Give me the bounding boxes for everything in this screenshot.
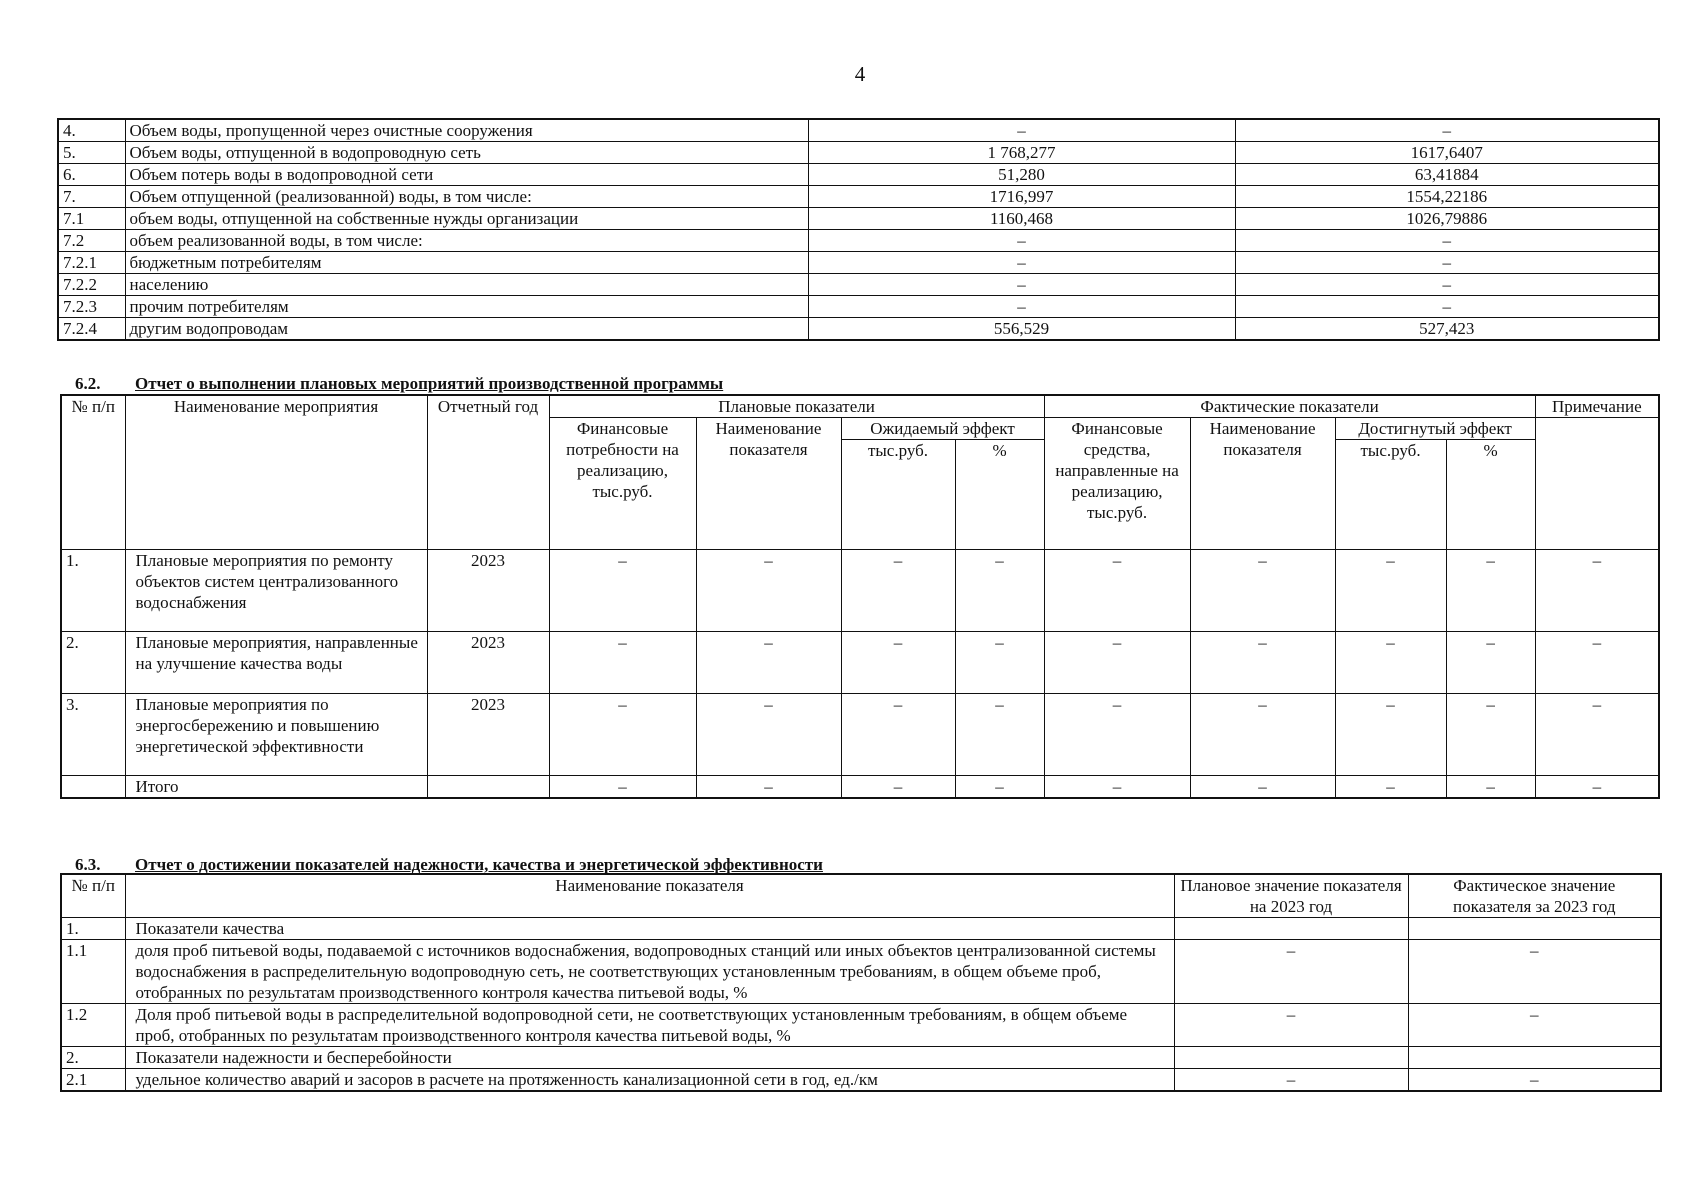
row-name: объем воды, отпущенной на собственные нужды организации	[125, 208, 808, 230]
row-cell: –	[549, 550, 696, 632]
table-row	[61, 1004, 1661, 1047]
header-indicator-name: Наименование показателя	[125, 874, 1174, 918]
row-num: 7.2.4	[58, 318, 125, 341]
total-num-empty	[61, 776, 125, 799]
row-num: 1.1	[61, 940, 125, 1004]
water-volume-table	[57, 118, 1660, 341]
row-name: доля проб питьевой воды, подаваемой с источников водоснабжения, водопроводных станций или иных объектов централизованной системы водоснабжения в распределительную водопроводную сеть, не соответствующих установленным требованиям, в общем объеме проб, отобранных по результатам производственного контроля качества питьевой воды, %	[125, 940, 1174, 1004]
header-fact-value: Фактическое значение показателя за 2023 год	[1408, 874, 1661, 918]
table-row	[61, 1069, 1661, 1092]
header-year: Отчетный год	[427, 395, 549, 550]
row-name: Плановые мероприятия по ремонту объектов систем централизованного водоснабжения	[125, 550, 427, 632]
row-name: Плановые мероприятия по энергосбережению и повышению энергетической эффективности	[125, 694, 427, 776]
row-cell: –	[841, 694, 955, 776]
row-name: удельное количество аварий и засоров в расчете на протяженность канализационной сети в год, ед./км	[125, 1069, 1174, 1092]
total-cell: –	[841, 776, 955, 799]
table-row	[61, 1047, 1661, 1069]
row-cell: –	[549, 632, 696, 694]
row-cell: –	[1335, 550, 1446, 632]
row-num: 7.1	[58, 208, 125, 230]
plan-value: –	[1174, 1004, 1408, 1047]
plan-value	[1174, 1047, 1408, 1069]
row-name: Плановые мероприятия, направленные на улучшение качества воды	[125, 632, 427, 694]
table-row	[58, 142, 1659, 164]
plan-value: 556,529	[808, 318, 1235, 341]
plan-value: –	[1174, 1069, 1408, 1092]
row-name: объем реализованной воды, в том числе:	[125, 230, 808, 252]
header-plan-indicator: Наименование показателя	[696, 418, 841, 550]
header-expected-effect: Ожидаемый эффект	[841, 418, 1044, 440]
row-cell: –	[1190, 694, 1335, 776]
table-row	[61, 550, 1659, 632]
header-actual-rub: тыс.руб.	[1335, 440, 1446, 550]
plan-value: 1160,468	[808, 208, 1235, 230]
row-name: Объем отпущенной (реализованной) воды, в том числе:	[125, 186, 808, 208]
table-row	[58, 252, 1659, 274]
table-row	[58, 296, 1659, 318]
plan-value: –	[808, 296, 1235, 318]
table-row	[58, 186, 1659, 208]
row-num: 2.1	[61, 1069, 125, 1092]
row-num: 5.	[58, 142, 125, 164]
plan-value: –	[808, 119, 1235, 142]
row-cell: –	[1446, 550, 1535, 632]
row-num: 1.2	[61, 1004, 125, 1047]
table-row	[58, 318, 1659, 341]
row-num: 3.	[61, 694, 125, 776]
row-num: 2.	[61, 632, 125, 694]
row-cell: –	[841, 632, 955, 694]
table-row	[61, 694, 1659, 776]
row-cell: –	[955, 550, 1044, 632]
planned-activities-table	[60, 394, 1660, 799]
table-row	[61, 940, 1661, 1004]
row-cell: –	[841, 550, 955, 632]
row-cell: –	[1044, 632, 1190, 694]
plan-value: –	[808, 274, 1235, 296]
fact-value: 63,41884	[1235, 164, 1659, 186]
row-num: 1.	[61, 550, 125, 632]
fact-value: 527,423	[1235, 318, 1659, 341]
table-row	[58, 230, 1659, 252]
header-actual-pct: %	[1446, 440, 1535, 550]
row-cell: –	[696, 694, 841, 776]
total-cell: –	[1446, 776, 1535, 799]
row-name: бюджетным потребителям	[125, 252, 808, 274]
plan-value: –	[1174, 940, 1408, 1004]
fact-value: –	[1235, 296, 1659, 318]
row-cell: –	[955, 694, 1044, 776]
total-cell: –	[1190, 776, 1335, 799]
row-num: 2.	[61, 1047, 125, 1069]
total-cell: –	[1044, 776, 1190, 799]
row-num: 7.	[58, 186, 125, 208]
row-num: 7.2.1	[58, 252, 125, 274]
row-name: Объем воды, отпущенной в водопроводную сеть	[125, 142, 808, 164]
header-actual-financial: Финансовые средства, направленные на реализацию, тыс.руб.	[1044, 418, 1190, 550]
fact-value: –	[1235, 119, 1659, 142]
row-cell: –	[696, 632, 841, 694]
table-row	[58, 119, 1659, 142]
table-row	[58, 274, 1659, 296]
indicators-table	[60, 873, 1662, 1092]
fact-value	[1408, 918, 1661, 940]
row-num: 7.2.3	[58, 296, 125, 318]
header-plan-pct: %	[955, 440, 1044, 550]
header-activity-name: Наименование мероприятия	[125, 395, 427, 550]
page-number: 4	[854, 62, 866, 86]
total-year-empty	[427, 776, 549, 799]
plan-value: 1716,997	[808, 186, 1235, 208]
row-cell: –	[1335, 632, 1446, 694]
row-year: 2023	[427, 694, 549, 776]
header-plan-value: Плановое значение показателя на 2023 год	[1174, 874, 1408, 918]
total-cell: –	[549, 776, 696, 799]
fact-value: 1554,22186	[1235, 186, 1659, 208]
row-num: 1.	[61, 918, 125, 940]
fact-value: –	[1235, 252, 1659, 274]
table-row	[58, 208, 1659, 230]
row-cell: –	[549, 694, 696, 776]
row-cell: –	[1446, 694, 1535, 776]
header-planned: Плановые показатели	[549, 395, 1044, 418]
row-name: Объем потерь воды в водопроводной сети	[125, 164, 808, 186]
row-name: прочим потребителям	[125, 296, 808, 318]
total-cell: –	[1335, 776, 1446, 799]
row-cell: –	[1190, 550, 1335, 632]
total-cell: –	[955, 776, 1044, 799]
row-year: 2023	[427, 632, 549, 694]
plan-value: 1 768,277	[808, 142, 1235, 164]
row-num: 6.	[58, 164, 125, 186]
header-note: Примечание	[1535, 395, 1659, 418]
fact-value	[1408, 1047, 1661, 1069]
row-name: Показатели надежности и бесперебойности	[125, 1047, 1174, 1069]
header-actual: Фактические показатели	[1044, 395, 1535, 418]
row-cell: –	[1535, 550, 1659, 632]
row-cell: –	[1190, 632, 1335, 694]
header-num: № п/п	[61, 874, 125, 918]
row-cell: –	[1335, 694, 1446, 776]
row-name: другим водопроводам	[125, 318, 808, 341]
section-6-3-title: 6.3. Отчет о достижении показателей надежности, качества и энергетической эффективности	[75, 855, 823, 874]
header-actual-indicator: Наименование показателя	[1190, 418, 1335, 550]
total-cell: –	[696, 776, 841, 799]
row-name: Показатели качества	[125, 918, 1174, 940]
table-row	[58, 164, 1659, 186]
fact-value: –	[1408, 1069, 1661, 1092]
header-plan-rub: тыс.руб.	[841, 440, 955, 550]
row-cell: –	[955, 632, 1044, 694]
plan-value: 51,280	[808, 164, 1235, 186]
row-num: 4.	[58, 119, 125, 142]
header-num: № п/п	[61, 395, 125, 550]
row-cell: –	[696, 550, 841, 632]
header-plan-financial: Финансовые потребности на реализацию, тыс.руб.	[549, 418, 696, 550]
row-cell: –	[1044, 550, 1190, 632]
row-year: 2023	[427, 550, 549, 632]
row-name: Доля проб питьевой воды в распределительной водопроводной сети, не соответствующих установленным требованиям, в общем объеме проб, отобранных по результатам производственного контроля качества питьевой воды, %	[125, 1004, 1174, 1047]
row-num: 7.2.2	[58, 274, 125, 296]
section-6-2-title: 6.2. Отчет о выполнении плановых мероприятий производственной программы	[75, 374, 724, 393]
fact-value: –	[1235, 274, 1659, 296]
fact-value: –	[1408, 940, 1661, 1004]
row-cell: –	[1535, 694, 1659, 776]
header-achieved-effect: Достигнутый эффект	[1335, 418, 1535, 440]
row-name: населению	[125, 274, 808, 296]
table-row	[61, 632, 1659, 694]
table-row	[61, 918, 1661, 940]
fact-value: 1026,79886	[1235, 208, 1659, 230]
fact-value: –	[1408, 1004, 1661, 1047]
total-label: Итого	[125, 776, 427, 799]
row-cell: –	[1044, 694, 1190, 776]
plan-value: –	[808, 252, 1235, 274]
header-note-empty	[1535, 418, 1659, 550]
row-cell: –	[1446, 632, 1535, 694]
total-cell: –	[1535, 776, 1659, 799]
row-num: 7.2	[58, 230, 125, 252]
fact-value: –	[1235, 230, 1659, 252]
fact-value: 1617,6407	[1235, 142, 1659, 164]
row-name: Объем воды, пропущенной через очистные сооружения	[125, 119, 808, 142]
row-cell: –	[1535, 632, 1659, 694]
plan-value	[1174, 918, 1408, 940]
plan-value: –	[808, 230, 1235, 252]
total-row	[61, 776, 1659, 799]
